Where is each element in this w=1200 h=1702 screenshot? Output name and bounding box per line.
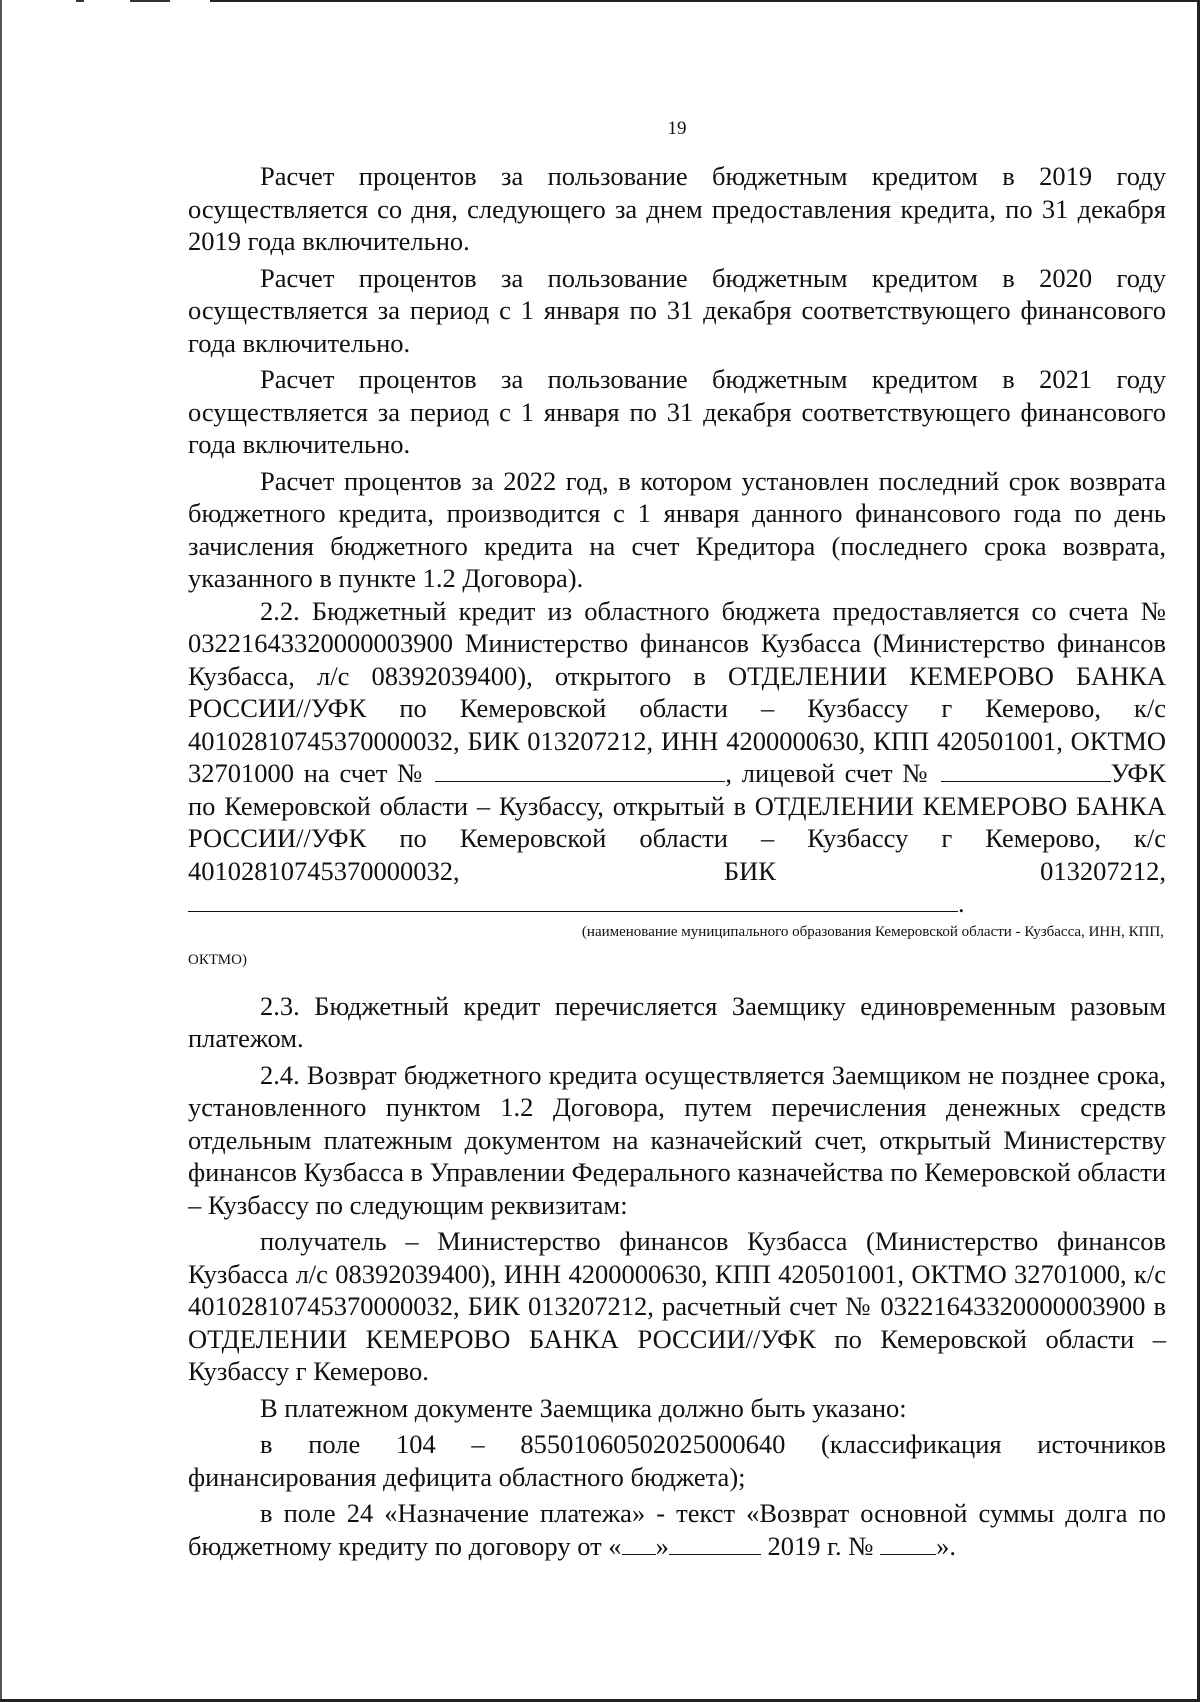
field-24-text: » (655, 1530, 669, 1561)
paragraph-interest-2021: Расчет процентов за пользование бюджетным кредитом в 2021 году осуществляется за период с 1 января по 31 декабря соответствующего финансового года включительно. (188, 364, 1166, 459)
paragraph-field-104: в поле 104 – 85501060502025000640 (классификация источников финансирования дефицита областного бюджета); (188, 1429, 1166, 1492)
paragraph-2-2-end: . (958, 888, 965, 918)
day-blank (622, 1530, 656, 1555)
month-blank (669, 1530, 761, 1555)
paragraph-field-24 (188, 1497, 1166, 1562)
footnote-oktmo: ОКТМО) (188, 951, 247, 968)
paragraph-interest-2022: Расчет процентов за 2022 год, в котором установлен последний срок возврата бюджетного кредита, производится с 1 января данного финансового года по день зачисления бюджетного кредита на счет Кредитора (последнего срока возврата, указанного в пункте 1.2 Договора). (188, 465, 1166, 593)
field-24-text: 2019 г. № (767, 1530, 874, 1561)
paragraph-2-2-text: УФК по Кемеровской области – Кузбассу, открытый в ОТДЕЛЕНИИ КЕМЕРОВО БАНКА РОССИИ//УФК по Кемеровской области – Кузбассу г Кемерово, к/с 40102810745370000032, БИК 013207212, (188, 758, 1166, 886)
paragraph-2-4: 2.4. Возврат бюджетного кредита осуществляется Заемщиком не позднее срока, установленного пунктом 1.2 Договора, путем перечисления денежных средств отдельным платежным документом на казначейский счет, открытый Министерству финансов Кузбасса в Управлении Федерального казначейства по Кемеровской области – Кузбассу по следующим реквизитам: (188, 1059, 1166, 1220)
municipality-blank (188, 887, 958, 912)
personal-account-blank (941, 757, 1111, 782)
account-number-blank (435, 757, 725, 782)
scan-top-line (210, 0, 1200, 2)
paragraph-2-2-text: 2.2. Бюджетный кредит из областного бюджета предоставляется со счета № 03221643320000003900 Министерство финансов Кузбасса (Министерство финансов Кузбасса, л/с 08392039400), открытого в ОТДЕЛЕНИИ КЕМЕРОВО БАНКА РОССИИ//УФК по Кемеровской области – Кузбассу г Кемерово, к/с 40102810745370000032, БИК 013207212, ИНН 4200000630, КПП 420501001, ОКТМО 32701000 на счет № (188, 595, 1166, 788)
paragraph-2-2-text: , лицевой счет № (725, 758, 931, 788)
scan-left-edge (0, 0, 2, 1702)
field-24-text: ». (936, 1530, 956, 1561)
page-number: 19 (667, 118, 687, 139)
paragraph-recipient: получатель – Министерство финансов Кузбасса (Министерство финансов Кузбасса л/с 08392039400), ИНН 4200000630, КПП 420501001, ОКТМО 32701000, к/с 40102810745370000032, БИК 013207212, расчетный счет № 03221643320000003900 в ОТДЕЛЕНИИ КЕМЕРОВО БАНКА РОССИИ//УФК по Кемеровской области – Кузбассу г Кемерово. (188, 1226, 1166, 1386)
paragraph-interest-2019: Расчет процентов за пользование бюджетным кредитом в 2019 году осуществляется со дня, следующего за днем предоставления кредита, по 31 декабря 2019 года включительно. (188, 161, 1166, 256)
paragraph-payment-document: В платежном документе Заемщика должно быть указано: (260, 1392, 907, 1423)
document-body (188, 160, 1166, 1562)
field-24-text: в поле 24 «Назначение платежа» - текст «Возврат основной суммы долга по бюджетному кредиту по договору от « (188, 1498, 1166, 1561)
paragraph-2-3: 2.3. Бюджетный кредит перечисляется Заемщику единовременным разовым платежом. (188, 990, 1166, 1053)
footnote-municipality: (наименование муниципального образования Кемеровской области - Кузбасса, ИНН, КПП, (581, 923, 1164, 940)
contract-number-blank (880, 1530, 936, 1555)
paragraph-interest-2020: Расчет процентов за пользование бюджетным кредитом в 2020 году осуществляется за период с 1 января по 31 декабря соответствующего финансового года включительно. (188, 262, 1166, 358)
scan-mark (76, 0, 84, 2)
scan-mark (130, 0, 170, 2)
paragraph-2-2 (188, 595, 1166, 920)
